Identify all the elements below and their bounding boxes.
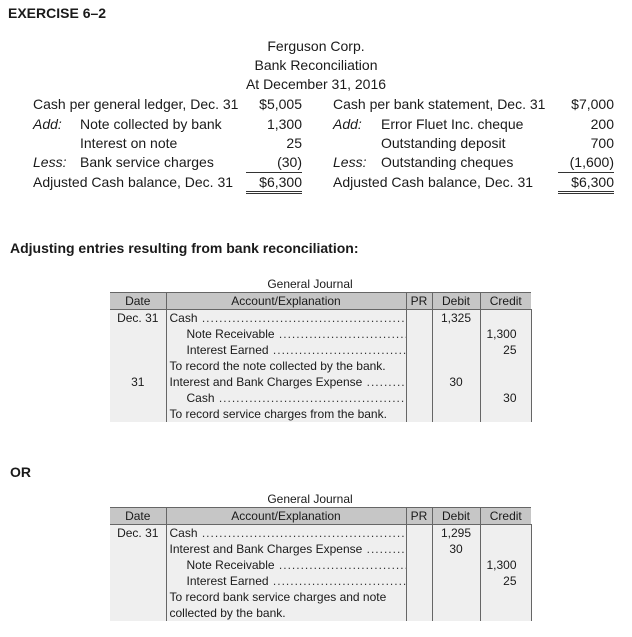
book-row5-label: Adjusted Cash balance, Dec. 31 [33,174,234,190]
journal-1-header-credit: Credit [480,293,531,310]
journal-pr-cell [406,605,432,621]
journal-account-label: Interest and Bank Charges Expense [169,375,363,389]
adjusting-heading: Adjusting entries resulting from bank reconciliation: [10,240,359,256]
journal-credit-cell [480,605,531,621]
journal-row [110,573,531,589]
journal-account-cell [166,525,406,542]
journal-account-cell [166,374,406,390]
journal-account-cell: collected by the bank. [166,605,406,621]
journal-credit-cell [480,589,531,605]
bank-less-label: Less: [333,154,367,170]
journal-debit-cell [432,390,480,406]
journal-pr-cell [406,406,432,422]
journal-pr-cell [406,589,432,605]
journal-credit-cell [480,358,531,374]
journal-debit-cell [432,326,480,342]
journal-row [110,589,531,605]
journal-credit-cell: 25 [480,342,531,358]
journal-account-cell [166,557,406,573]
bank-row1-amount: $7,000 [571,96,614,112]
bank-add-label: Add: [333,116,362,132]
journal-date-cell [110,406,166,422]
journal-debit-cell [432,573,480,589]
book-add-label: Add: [33,116,62,132]
journal-account-cell [166,541,406,557]
journal-pr-cell [406,390,432,406]
book-row4-amount: (30) [246,154,302,173]
exercise-title: EXERCISE 6–2 [8,5,107,21]
journal-account-cell [166,310,406,327]
journal-date-cell [110,342,166,358]
recon-title: Bank Reconciliation [254,57,378,73]
journal-credit-cell [480,310,531,327]
journal-debit-cell [432,557,480,573]
journal-debit-cell [432,589,480,605]
bank-row4-amount: (1,600) [558,154,614,173]
journal-account-label: Note Receivable [186,327,275,341]
journal-row [110,605,531,621]
journal-row [110,374,531,390]
journal-pr-cell [406,525,432,542]
journal-row [110,541,531,557]
book-row2-label: Note collected by bank [80,116,222,132]
journal-row [110,557,531,573]
journal-pr-cell [406,358,432,374]
journal-2-header-account: Account/Explanation [166,508,406,525]
journal-debit-cell: 1,295 [432,525,480,542]
journal-date-cell [110,541,166,557]
journal-1-title: General Journal [166,276,531,293]
journal-account-cell [166,390,406,406]
journal-row [110,358,531,374]
journal-row [110,310,531,327]
journal-account-label: Interest Earned [186,574,269,588]
journal-credit-cell [480,525,531,542]
journal-date-cell [110,605,166,621]
journal-2-header-credit: Credit [480,508,531,525]
bank-row3-amount: 700 [590,135,614,151]
journal-table-1 [110,276,532,422]
journal-account-cell: To record bank service charges and note [166,589,406,605]
journal-account-cell [166,326,406,342]
journal-pr-cell [406,310,432,327]
journal-pr-cell [406,342,432,358]
journal-account-label: Interest and Bank Charges Expense [169,542,363,556]
journal-credit-cell [480,406,531,422]
journal-2-header-pr: PR [406,508,432,525]
journal-1-header-pr: PR [406,293,432,310]
book-row3-amount: 25 [286,135,302,151]
or-label: OR [10,464,31,480]
journal-pr-cell [406,557,432,573]
journal-2-header-date: Date [110,508,166,525]
book-less-label: Less: [33,154,67,170]
bank-row1-label: Cash per bank statement, Dec. 31 [333,96,546,112]
book-row1-amount: $5,005 [259,96,302,112]
journal-date-cell [110,358,166,374]
journal-row [110,390,531,406]
bank-row2-label: Error Fluet Inc. cheque [381,116,524,132]
journal-date-cell: Dec. 31 [110,310,166,327]
journal-date-cell: 31 [110,374,166,390]
journal-debit-cell [432,358,480,374]
journal-debit-cell: 30 [432,541,480,557]
journal-account-label: Cash [169,311,198,325]
book-row4-label: Bank service charges [80,154,214,170]
journal-account-label: Note Receivable [186,558,275,572]
journal-debit-cell [432,605,480,621]
book-row1-label: Cash per general ledger, Dec. 31 [33,96,239,112]
journal-1-header-account: Account/Explanation [166,293,406,310]
journal-account-label: Interest Earned [186,343,269,357]
journal-row [110,525,531,542]
journal-pr-cell [406,573,432,589]
journal-debit-cell [432,406,480,422]
journal-account-cell [166,342,406,358]
journal-debit-cell [432,342,480,358]
book-row5-amount: $6,300 [246,174,302,194]
journal-2-title: General Journal [166,491,531,508]
journal-date-cell [110,326,166,342]
journal-account-label: Cash [169,526,198,540]
journal-debit-cell: 30 [432,374,480,390]
journal-date-cell: Dec. 31 [110,525,166,542]
journal-date-cell [110,390,166,406]
journal-date-cell [110,557,166,573]
journal-pr-cell [406,541,432,557]
journal-row [110,342,531,358]
journal-pr-cell [406,326,432,342]
journal-1-header-date: Date [110,293,166,310]
bank-row5-amount: $6,300 [558,174,614,194]
journal-account-cell [166,573,406,589]
journal-account-cell: To record service charges from the bank. [166,406,406,422]
journal-debit-cell: 1,325 [432,310,480,327]
journal-1-header-debit: Debit [432,293,480,310]
journal-account-label: Cash [186,391,215,405]
journal-credit-cell [480,374,531,390]
bank-row5-label: Adjusted Cash balance, Dec. 31 [333,174,534,190]
journal-date-cell [110,573,166,589]
bank-row2-amount: 200 [590,116,614,132]
bank-row3-label: Outstanding deposit [381,135,506,151]
journal-credit-cell: 30 [480,390,531,406]
journal-credit-cell: 25 [480,573,531,589]
journal-credit-cell: 1,300 [480,326,531,342]
company-name: Ferguson Corp. [267,38,365,54]
journal-credit-cell [480,541,531,557]
recon-date: At December 31, 2016 [245,76,387,92]
journal-row [110,406,531,422]
journal-credit-cell: 1,300 [480,557,531,573]
book-row2-amount: 1,300 [266,116,302,132]
journal-row [110,326,531,342]
journal-table-2 [110,491,532,621]
book-row3-label: Interest on note [80,135,178,151]
journal-date-cell [110,589,166,605]
journal-account-cell: To record the note collected by the bank. [166,358,406,374]
bank-row4-label: Outstanding cheques [381,154,514,170]
journal-pr-cell [406,374,432,390]
journal-2-header-debit: Debit [432,508,480,525]
